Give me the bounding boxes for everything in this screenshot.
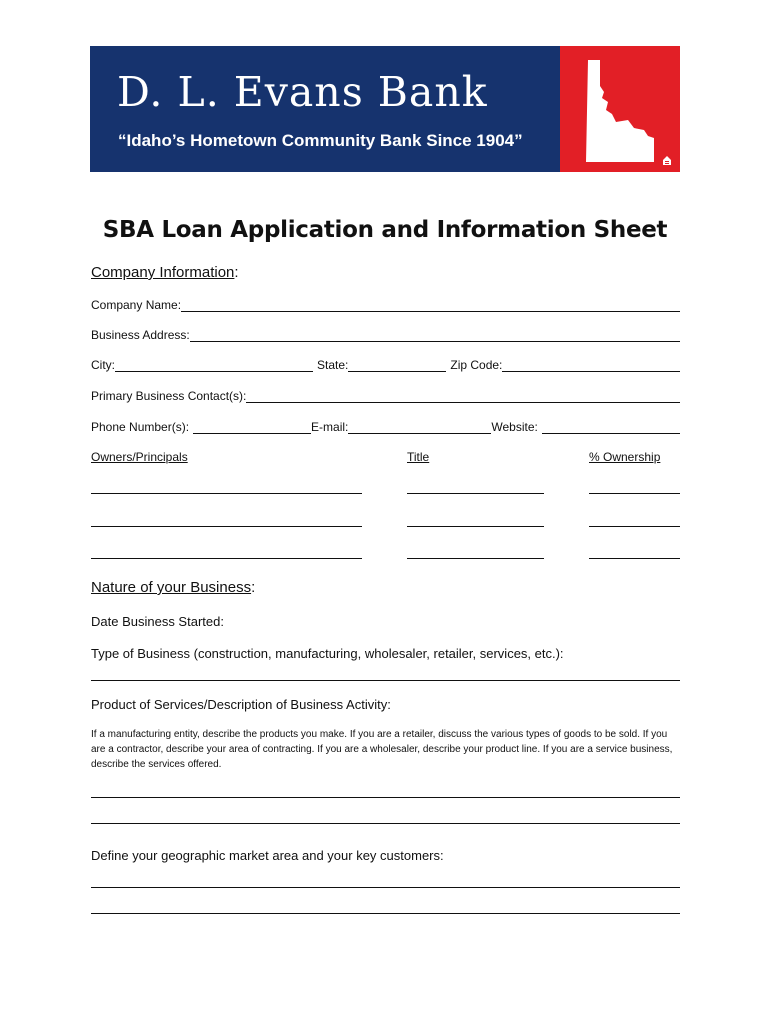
zip-label: Zip Code: (450, 358, 503, 372)
business-address-row (91, 328, 680, 342)
market-area-label: Define your geographic market area and your key customers: (91, 848, 444, 863)
bank-banner (90, 46, 680, 172)
email-field[interactable] (348, 423, 491, 434)
banner-blue-panel (90, 46, 560, 172)
nature-heading: Nature of your Business: (91, 579, 256, 596)
owner-title-field[interactable] (407, 493, 544, 494)
idaho-state-icon (582, 58, 660, 164)
product-instructions: If a manufacturing entity, describe the products you make. If you are a retailer, discuss the various types of goods to be sold. If you are a contractor, describe your area of contracting. If you are a wholesaler, describe your product line. If you are a service business, describe the services offered. (91, 729, 673, 770)
owners-header: Owners/Principals (91, 450, 188, 464)
phone-email-website-row (91, 420, 680, 434)
owner-title-field[interactable] (407, 558, 544, 559)
company-name-label: Company Name: (91, 298, 182, 312)
description-line[interactable] (91, 823, 680, 824)
ownership-header: % Ownership (589, 450, 661, 464)
market-area-line[interactable] (91, 887, 680, 888)
market-area-row (91, 848, 680, 863)
city-label: City: (91, 358, 115, 372)
state-label: State: (317, 358, 349, 372)
company-name-row (91, 298, 680, 312)
owner-name-field[interactable] (91, 526, 362, 527)
primary-contact-label: Primary Business Contact(s): (91, 389, 247, 403)
description-line[interactable] (91, 797, 680, 798)
primary-contact-field[interactable] (246, 392, 680, 403)
website-field[interactable] (542, 423, 680, 434)
owner-name-field[interactable] (91, 558, 362, 559)
website-label: Website: (491, 420, 538, 434)
owner-percent-field[interactable] (589, 558, 680, 559)
type-of-business-row (91, 646, 680, 661)
type-of-business-label: Type of Business (construction, manufacturing, wholesaler, retailer, services, etc.): (91, 646, 564, 661)
owner-percent-field[interactable] (589, 526, 680, 527)
bank-tagline: “Idaho’s Hometown Community Bank Since 1904” (118, 131, 523, 150)
banner-red-panel (560, 46, 680, 172)
phone-field[interactable] (193, 423, 311, 434)
city-field[interactable] (115, 361, 313, 372)
owner-title-field[interactable] (407, 526, 544, 527)
owner-percent-field[interactable] (589, 493, 680, 494)
email-label: E-mail: (311, 420, 349, 434)
phone-label: Phone Number(s): (91, 420, 190, 434)
bank-name: D. L. Evans Bank (117, 68, 488, 116)
date-started-row (91, 614, 363, 629)
fdic-label: FDIC (640, 158, 654, 164)
market-area-line[interactable] (91, 913, 680, 914)
date-started-label: Date Business Started: (91, 614, 224, 629)
company-name-field[interactable] (181, 301, 680, 312)
zip-field[interactable] (502, 361, 680, 372)
company-info-heading: Company Information: (91, 264, 239, 281)
business-address-label: Business Address: (91, 328, 190, 342)
business-address-field[interactable] (190, 331, 680, 342)
product-heading: Product of Services/Description of Business Activity: (91, 697, 391, 712)
primary-contact-row (91, 389, 680, 403)
page-title: SBA Loan Application and Information Sheet (102, 217, 668, 243)
type-of-business-extra-line[interactable] (91, 680, 680, 681)
state-field[interactable] (348, 361, 446, 372)
owner-name-field[interactable] (91, 493, 362, 494)
title-header: Title (407, 450, 430, 464)
equal-housing-icon (663, 156, 671, 165)
city-state-zip-row (91, 358, 680, 372)
